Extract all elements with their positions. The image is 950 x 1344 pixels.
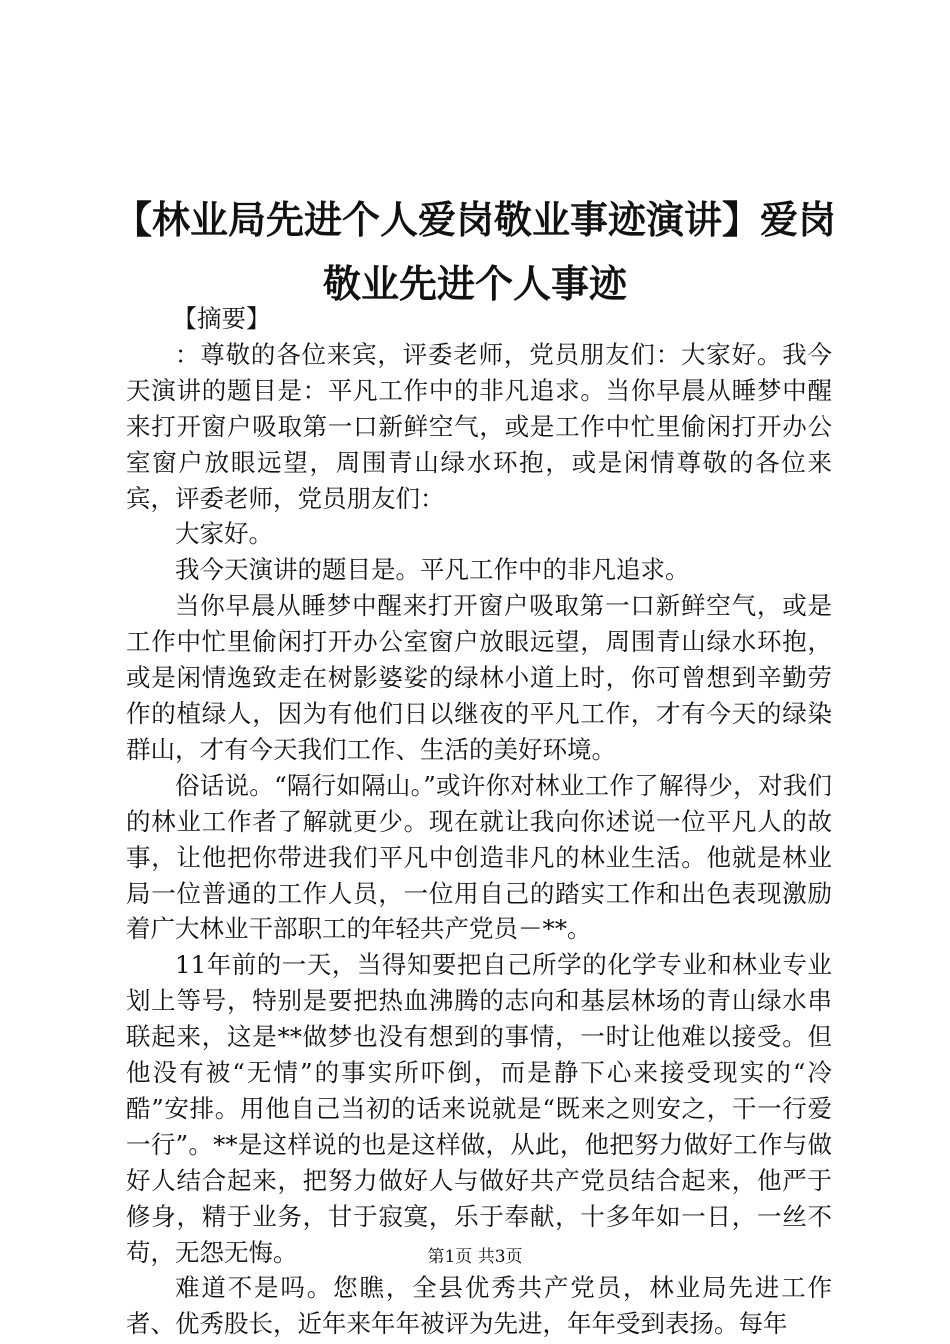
document-title: 【林业局先进个人爱岗敬业事迹演讲】爱岗敬业先进个人事迹 bbox=[113, 197, 836, 306]
paragraph-5: 俗话说。“隔行如隔山。”或许你对林业工作了解得少，对我们的林业工作者了解就更少。现在就让我向你述说一位平凡人的故事，让他把你带进我们平凡中创造非凡的林业生活。他就是林业局一位普通的工作人员，一位用自己的踏实工作和出色表现激励着广大林业干部职工的年轻共产党员－**。 bbox=[126, 770, 832, 944]
abstract-label: 【摘要】 bbox=[172, 304, 271, 333]
paragraph-1: ：尊敬的各位来宾，评委老师，党员朋友们：大家好。我今天演讲的题目是：平凡工作中的非凡追求。当你早晨从睡梦中醒来打开窗户吸取第一口新鲜空气，或是工作中忙里偷闲打开办公室窗户放眼远望，周围青山绿水环抱，或是闲情尊敬的各位来宾，评委老师，党员朋友们： bbox=[126, 339, 832, 513]
paragraph-7: 难道不是吗。您瞧，全县优秀共产党员，林业局先进工作者、优秀股长，近年来年年被评为先进，年年受到表扬。每年 bbox=[126, 1273, 832, 1339]
paragraph-3: 我今天演讲的题目是。平凡工作中的非凡追求。 bbox=[175, 555, 690, 585]
paragraph-6: 11年前的一天，当得知要把自己所学的化学专业和林业专业划上等号，特别是要把热血沸腾的志向和基层林场的青山绿水串联起来，这是**做梦也没有想到的事情，一时让他难以接受。但他没有被“无情”的事实所吓倒，而是静下心来接受现实的“冷酷”安排。用他自己当初的话来说就是“既来之则安之，干一行爱一行”。**是这样说的也是这样做，从此，他把努力做好工作与做好人结合起来，把努力做好人与做好共产党员结合起来，他严于修身，精于业务，甘于寂寞，乐于奉献，十多年如一日，一丝不苟，无怨无悔。 bbox=[126, 950, 832, 1267]
paragraph-4: 当你早晨从睡梦中醒来打开窗户吸取第一口新鲜空气，或是工作中忙里偷闲打开办公室窗户放眼远望，周围青山绿水环抱，或是闲情逸致走在树影婆娑的绿林小道上时，你可曾想到辛勤劳作的植绿人，因为有他们日以继夜的平凡工作，才有今天的绿染群山，才有今天我们工作、生活的美好环境。 bbox=[126, 591, 832, 764]
document-body bbox=[126, 301, 832, 1342]
paragraph-2: 大家好。 bbox=[175, 519, 273, 549]
page-footer: 第1页 共3页 bbox=[427, 1247, 523, 1267]
